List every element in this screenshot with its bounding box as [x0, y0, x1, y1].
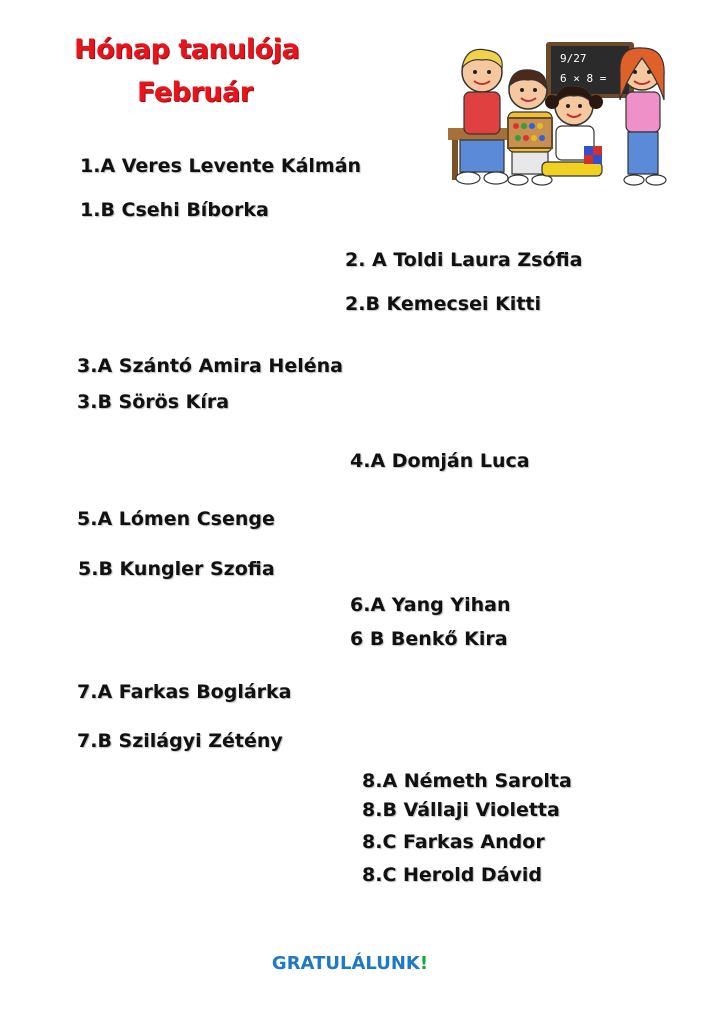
list-item: 8.C Farkas Andor	[362, 831, 545, 853]
list-item: 3.B Sörös Kíra	[77, 391, 230, 413]
list-item: 8.B Vállaji Violetta	[362, 799, 560, 821]
footer-text: GRATULÁLUNK	[271, 953, 420, 974]
list-item: 8.A Németh Sarolta	[362, 770, 572, 792]
page-subtitle-month: Február	[137, 77, 253, 108]
page-title: Hónap tanulója	[74, 34, 300, 65]
congratulations-footer	[0, 953, 700, 974]
list-item: 1.A Veres Levente Kálmán	[80, 155, 362, 177]
list-item: 6 B Benkő Kira	[350, 628, 508, 650]
list-item: 2. A Toldi Laura Zsófia	[345, 249, 583, 271]
blackboard-text-2: 6 × 8 =	[560, 72, 607, 85]
list-item: 2.B Kemecsei Kitti	[345, 293, 541, 315]
list-item: 1.B Csehi Bíborka	[80, 199, 269, 221]
kids-classroom-clipart-icon	[446, 40, 674, 198]
list-item: 5.B Kungler Szofia	[78, 558, 275, 580]
list-item: 3.A Szántó Amira Heléna	[77, 355, 343, 377]
list-item: 6.A Yang Yihan	[350, 594, 511, 616]
list-item: 4.A Domján Luca	[350, 450, 530, 472]
list-item: 5.A Lómen Csenge	[77, 508, 275, 530]
list-item: 7.A Farkas Boglárka	[77, 681, 292, 703]
list-item: 8.C Herold Dávid	[362, 864, 543, 886]
footer-exclamation: !	[419, 953, 429, 974]
list-item: 7.B Szilágyi Zétény	[77, 730, 283, 752]
blackboard-text-1: 9/27	[560, 52, 587, 65]
